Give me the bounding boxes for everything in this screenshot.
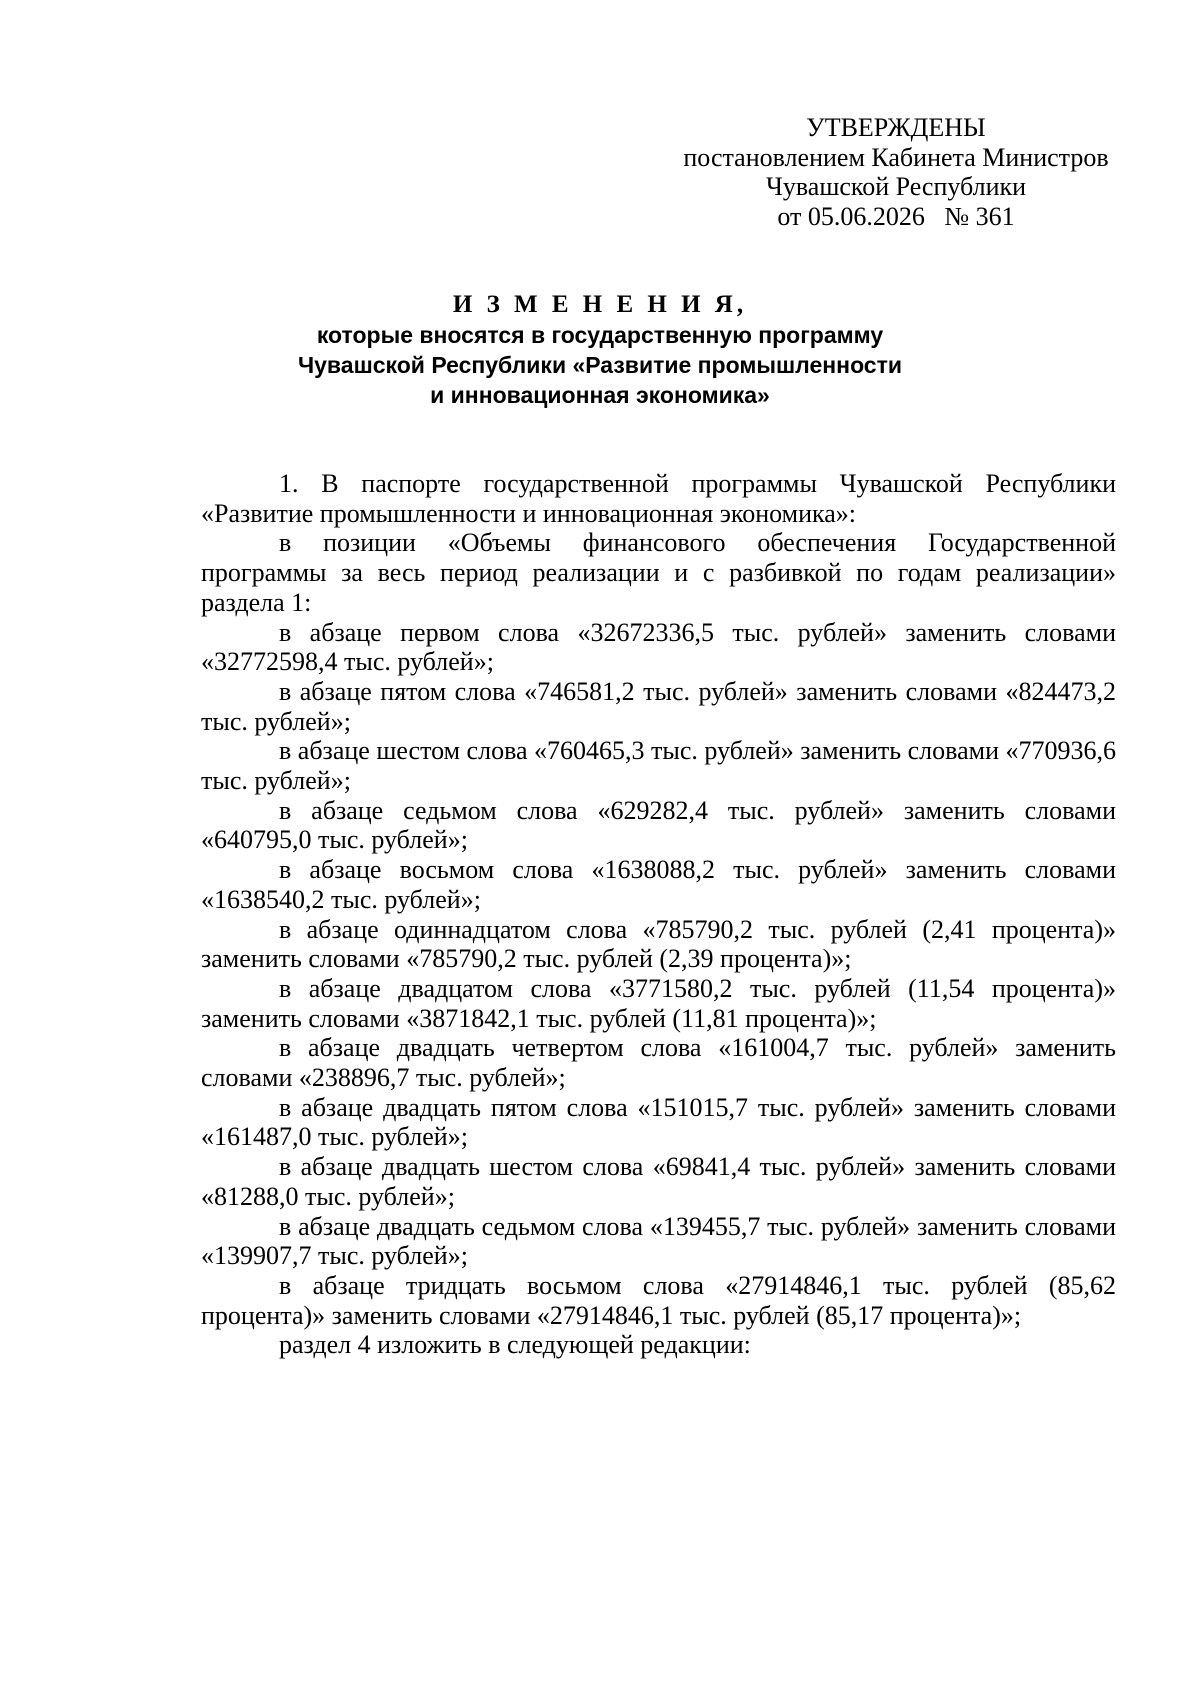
paragraph: в абзаце шестом слова «760465,3 тыс. рублей» заменить словами «770936,6 тыс. рублей»;: [201, 736, 1116, 796]
approval-stamp-block: [676, 113, 1116, 231]
paragraph: в абзаце первом слова «32672336,5 тыс. рублей» заменить словами «32772598,4 тыс. рублей»;: [201, 617, 1116, 677]
paragraph: в абзаце двадцать шестом слова «69841,4 тыс. рублей» заменить словами «81288,0 тыс. рублей»;: [201, 1152, 1116, 1211]
approval-decree-line: постановлением Кабинета Министров: [683, 142, 1109, 172]
paragraph: в абзаце двадцать четвертом слова «161004,7 тыс. рублей» заменить словами «238896,7 тыс. рублей»;: [201, 1033, 1116, 1093]
approval-date-number: от 05.06.2026 № 361: [777, 201, 1015, 231]
heading-line-2: Чувашской Республики «Развитие промышленности: [297, 352, 903, 378]
paragraph: в абзаце двадцатом слова «3771580,2 тыс. рублей (11,54 процента)» заменить словами «3871842,1 тыс. рублей (11,81 процента)»;: [201, 973, 1116, 1033]
approval-republic-line: Чувашской Республики: [765, 172, 1027, 201]
approval-title: УТВЕРЖДЕНЫ: [806, 113, 986, 142]
paragraph: 1. В паспорте государственной программы Чувашской Республики «Развитие промышленности и инновационная экономика»:: [201, 469, 1116, 528]
paragraph: в позиции «Объемы финансового обеспечения Государственной программы за весь период реализации и с разбивкой по годам реализации» раздела 1:: [201, 528, 1116, 617]
paragraph: в абзаце восьмом слова «1638088,2 тыс. рублей» заменить словами «1638540,2 тыс. рублей»;: [201, 855, 1116, 914]
document-body: [201, 469, 1116, 1360]
paragraph: раздел 4 изложить в следующей редакции:: [279, 1330, 751, 1360]
paragraph: в абзаце тридцать восьмом слова «27914846,1 тыс. рублей (85,62 процента)» заменить словами «27914846,1 тыс. рублей (85,17 процента)»;: [201, 1270, 1116, 1330]
paragraph: в абзаце двадцать седьмом слова «139455,7 тыс. рублей» заменить словами «139907,7 тыс. рублей»;: [201, 1211, 1116, 1271]
heading-title: И З М Е Н Е Н И Я,: [452, 291, 748, 318]
heading-line-3: и инновационная экономика»: [430, 382, 770, 408]
document-heading: [200, 290, 1000, 410]
paragraph: в абзаце пятом слова «746581,2 тыс. рублей» заменить словами «824473,2 тыс. рублей»;: [201, 676, 1116, 736]
paragraph: в абзаце седьмом слова «629282,4 тыс. рублей» заменить словами «640795,0 тыс. рублей»;: [201, 795, 1116, 855]
paragraph: в абзаце двадцать пятом слова «151015,7 тыс. рублей» заменить словами «161487,0 тыс. рублей»;: [201, 1092, 1116, 1152]
paragraph: в абзаце одиннадцатом слова «785790,2 тыс. рублей (2,41 процента)» заменить словами «785790,2 тыс. рублей (2,39 процента)»;: [201, 914, 1116, 974]
heading-line-1: которые вносятся в государственную программу: [316, 322, 884, 348]
